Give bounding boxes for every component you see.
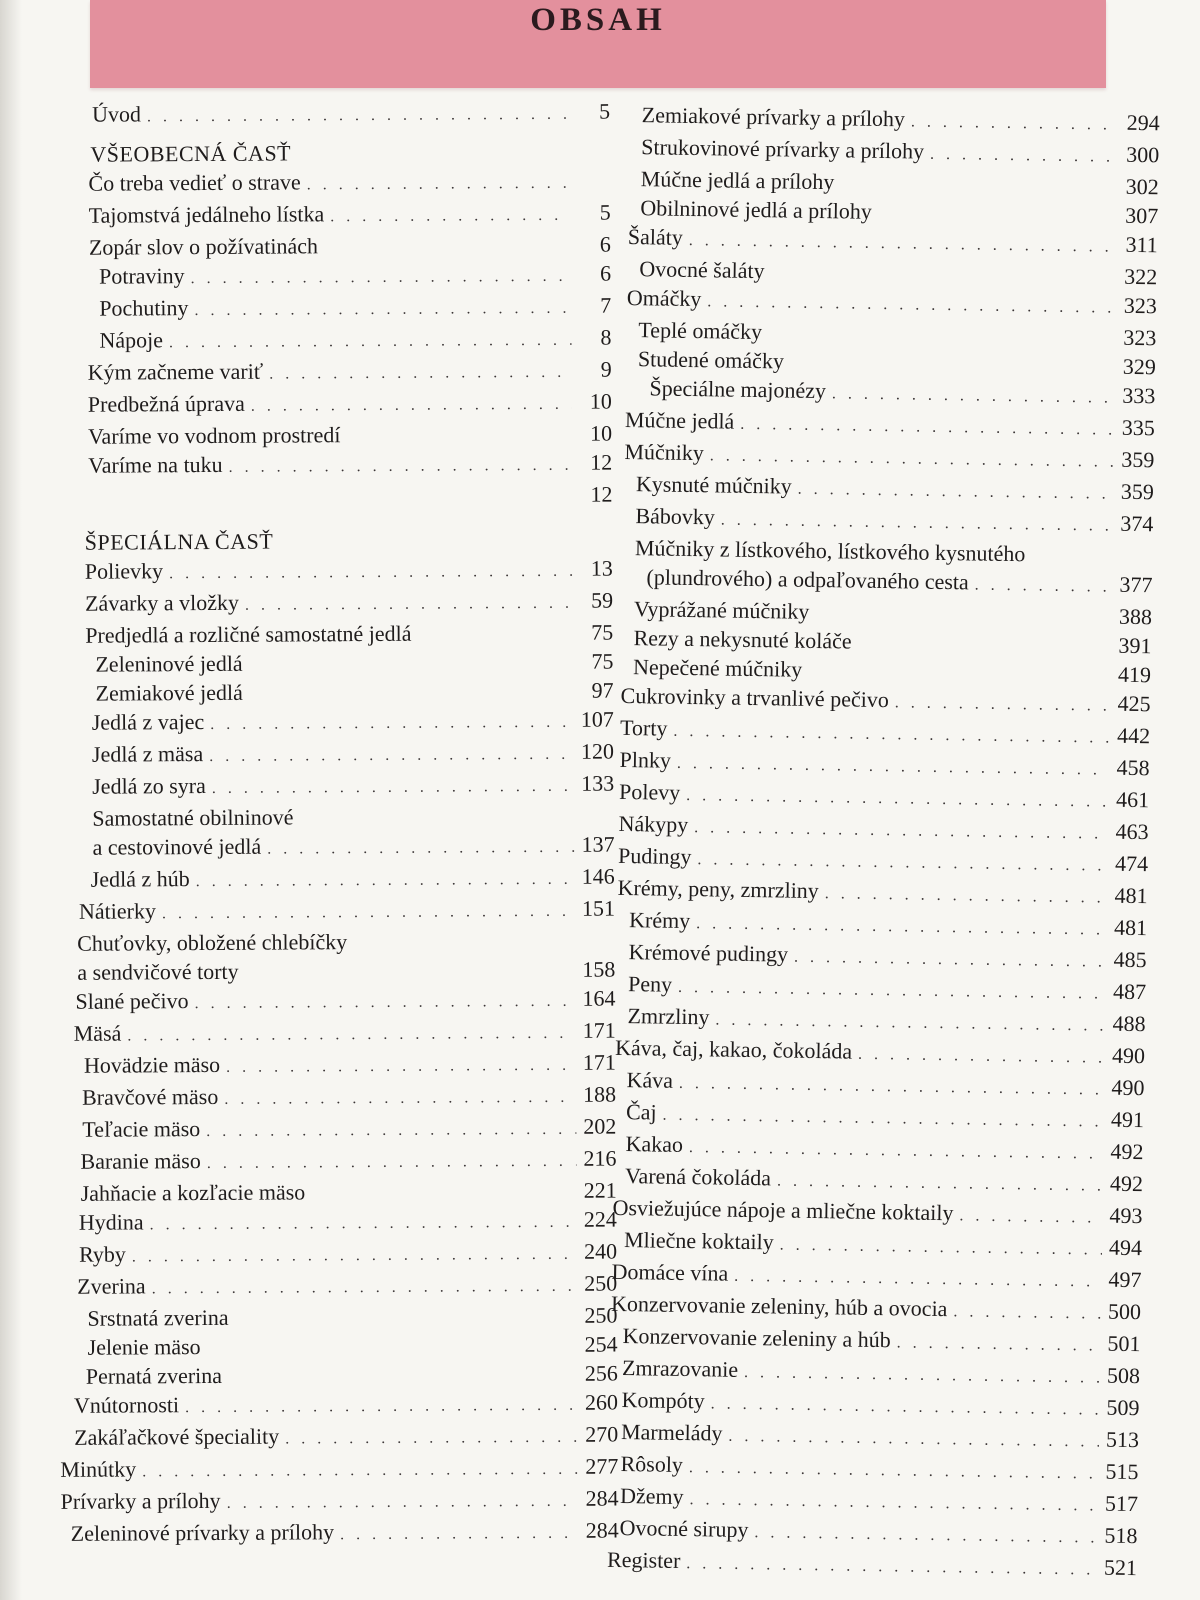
header-band xyxy=(90,0,1106,88)
dot-leader xyxy=(212,772,575,803)
toc-entry xyxy=(46,1143,616,1178)
toc-entry-page-number: 158 xyxy=(582,956,616,982)
toc-entry xyxy=(46,1016,616,1051)
toc-entry-page-number: 202 xyxy=(583,1113,617,1139)
toc-entry xyxy=(48,1329,618,1361)
dot-leader xyxy=(147,100,570,132)
toc-entry-label: Zmrazovanie xyxy=(621,1355,739,1382)
toc-entry-label: Varíme vo vodnom prostredí xyxy=(87,422,341,449)
toc-entry-page-number: 260 xyxy=(584,1389,619,1415)
toc-entry-page-number: 307 xyxy=(1125,202,1159,229)
toc-entry-label: Nákypy xyxy=(618,810,689,838)
toc-entry-label: a cestovinové jedlá xyxy=(92,833,262,860)
toc-entry-label: Múčniky xyxy=(624,438,705,466)
toc-entry-page-number: 8 xyxy=(600,324,612,350)
leader-spacer xyxy=(273,547,578,549)
dot-leader xyxy=(330,201,571,231)
page-title: OBSAH xyxy=(530,2,666,38)
toc-entry-page-number: 493 xyxy=(1109,1202,1143,1229)
toc-entry-label: Osviežujúce nápoje a mliečne koktaily xyxy=(612,1194,954,1226)
toc-entry xyxy=(40,97,610,132)
toc-entry-page-number: 254 xyxy=(584,1331,618,1357)
toc-entry-label: Chuťovky, obložené chlebíčky xyxy=(77,929,348,956)
toc-entry xyxy=(44,676,614,708)
toc-entry-label: Minútky xyxy=(60,1456,137,1482)
toc-entry-page-number: 97 xyxy=(591,677,614,703)
toc-entry xyxy=(48,1358,618,1390)
toc-entry xyxy=(46,1111,616,1146)
toc-entry xyxy=(47,1175,617,1207)
toc-entry-label: Zverina xyxy=(77,1273,146,1299)
toc-entry-label: Pudingy xyxy=(617,842,692,870)
toc-entry-label: Hovädzie mäso xyxy=(83,1051,221,1078)
toc-entry xyxy=(42,355,612,390)
toc-entry xyxy=(45,955,615,987)
toc-entry xyxy=(41,259,611,294)
toc-entry-page-number: 513 xyxy=(1105,1426,1140,1453)
toc-entry-page-number: 509 xyxy=(1106,1394,1140,1421)
toc-entry-page-number: 425 xyxy=(1117,690,1151,717)
toc-entry-label: Kým začneme variť xyxy=(87,358,264,385)
toc-entry-label: Studené omáčky xyxy=(637,346,785,374)
toc-entry-page-number: 488 xyxy=(1112,1010,1146,1037)
toc-entry-label: Múčne jedlá xyxy=(624,406,735,434)
toc-entry-page-number: 284 xyxy=(585,1485,619,1511)
leader-spacer xyxy=(201,1352,584,1354)
toc-entry-page-number: 521 xyxy=(1103,1554,1138,1581)
toc-entry xyxy=(43,647,613,679)
toc-entry-label: Strukovinové prívarky a prílohy xyxy=(641,134,925,164)
toc-entry-page-number: 137 xyxy=(581,831,615,857)
toc-entry-page-number: 322 xyxy=(1124,263,1158,290)
toc-right-column xyxy=(607,100,1160,1585)
dot-leader xyxy=(194,987,575,1018)
toc-entry xyxy=(43,618,613,650)
toc-entry xyxy=(44,830,614,865)
toc-entry-label: Predjedlá a rozličné samostatné jedlá xyxy=(85,620,412,648)
toc-entry-label: Mliečne koktaily xyxy=(623,1227,774,1255)
toc-entry-label: Šaláty xyxy=(627,223,684,250)
toc-entry xyxy=(44,769,614,804)
toc-entry-page-number: 5 xyxy=(599,199,611,225)
toc-entry-label: Krémové pudingy xyxy=(628,939,789,967)
dot-leader xyxy=(185,1391,578,1422)
toc-entry-label: Cukrovinky a trvanlivé pečivo xyxy=(620,682,890,713)
leader-spacer xyxy=(318,252,577,254)
dot-leader xyxy=(959,1201,1103,1232)
toc-entry-label: Jedlá z mäsa xyxy=(91,741,204,767)
leader-spacer xyxy=(784,368,1122,373)
toc-entry-label: Jahňacie a kozľacie mäso xyxy=(80,1179,306,1206)
toc-entry-label: Ryby xyxy=(78,1241,126,1267)
toc-entry-page-number: 6 xyxy=(599,260,612,286)
dot-leader xyxy=(152,1272,578,1304)
toc-entry xyxy=(43,554,613,589)
toc-entry xyxy=(45,894,615,929)
dot-leader xyxy=(206,1115,576,1146)
toc-entry-label: Konzervovanie zeleniny, húb a ovocia xyxy=(610,1290,948,1322)
toc-entry xyxy=(47,1268,617,1303)
toc-entry-page-number: 501 xyxy=(1107,1330,1141,1357)
dot-leader xyxy=(207,1147,577,1178)
toc-entry xyxy=(42,419,612,451)
dot-leader xyxy=(930,140,1120,172)
leader-spacer xyxy=(340,441,578,442)
toc-entry-label: Nepečené múčniky xyxy=(632,654,803,682)
toc-entry-page-number xyxy=(1119,563,1153,564)
toc-entry-label: (plundrového) a odpaľovaného cesta xyxy=(646,564,969,595)
dot-leader xyxy=(132,1240,577,1272)
dot-leader xyxy=(911,107,1120,139)
toc-entry-label: Úvod xyxy=(92,101,142,127)
toc-entry-page-number: 442 xyxy=(1116,722,1151,749)
toc-entry-label: Slané pečivo xyxy=(75,988,189,1014)
toc-entry xyxy=(45,926,615,958)
toc-entry-label: Krémy xyxy=(628,907,691,934)
toc-entry xyxy=(42,480,612,512)
dot-leader xyxy=(975,570,1113,601)
toc-entry-page-number: 151 xyxy=(581,895,616,921)
leader-spacer xyxy=(809,619,1118,624)
toc-entry-page-number: 240 xyxy=(583,1238,618,1264)
toc-entry-label: Bravčové mäso xyxy=(82,1083,219,1110)
toc-entry-page-number: 485 xyxy=(1113,946,1147,973)
leader-spacer xyxy=(293,823,580,825)
dot-leader xyxy=(269,358,572,389)
dot-leader xyxy=(142,1455,578,1487)
toc-entry-label: Nápoje xyxy=(99,327,164,353)
toc-entry-page-number: 270 xyxy=(585,1421,619,1447)
toc-entry-label: Baranie mäso xyxy=(80,1148,201,1174)
toc-entry-label: Omáčky xyxy=(626,284,702,312)
toc-entry-label: Zmrzliny xyxy=(627,1003,710,1030)
toc-entry-page-number: 277 xyxy=(585,1453,619,1479)
toc-entry-label: Samostatné obilninové xyxy=(92,804,294,831)
toc-entry-page-number: 133 xyxy=(581,770,615,796)
toc-entry-label: Zopár slov o požívatinách xyxy=(88,233,319,260)
toc-entry-page-number: 224 xyxy=(583,1206,617,1232)
toc-entry-page-number: 463 xyxy=(1115,818,1149,845)
toc-entry-label: Kakao xyxy=(625,1131,684,1157)
toc-entry-label: Prívarky a prílohy xyxy=(60,1487,221,1514)
toc-entry-label: Predbežná úprava xyxy=(87,390,245,417)
toc-entry-label: Zeleninové prívarky a prílohy xyxy=(70,1519,335,1546)
toc-entry-label: VŠEOBECNÁ ČASŤ xyxy=(90,140,292,167)
toc-entry-label: Rôsoly xyxy=(620,1451,684,1477)
toc-entry-page-number: 515 xyxy=(1105,1458,1139,1485)
dot-leader xyxy=(340,1519,579,1549)
toc-entry-page-number: 12 xyxy=(590,481,613,507)
toc-entry-label: Múčniky z lístkového, lístkového kysnutého xyxy=(634,535,1026,567)
toc-entry-page-number: 474 xyxy=(1114,850,1149,877)
toc-entry-label: Jelenie mäso xyxy=(87,1334,201,1360)
toc-entry-label: Konzervovanie zeleniny a húb xyxy=(622,1323,891,1353)
toc-entry-page-number: 359 xyxy=(1120,478,1155,505)
toc-entry-page-number: 294 xyxy=(1126,109,1160,136)
leader-spacer xyxy=(762,339,1122,345)
toc-entry-label: Register xyxy=(606,1546,681,1573)
toc-entry xyxy=(47,1300,617,1332)
toc-entry-label: a sendvičové torty xyxy=(77,958,239,985)
toc-entry-label: Mäsá xyxy=(73,1020,122,1046)
toc-entry-label: ŠPECIÁLNA ČASŤ xyxy=(84,528,274,555)
toc-entry-page-number: 481 xyxy=(1113,914,1148,941)
leader-spacer xyxy=(305,1198,582,1200)
toc-entry-page-number: 323 xyxy=(1123,324,1157,351)
toc-entry-label: Džemy xyxy=(619,1483,684,1510)
toc-entry-label: Ovocné sirupy xyxy=(619,1515,749,1543)
toc-entry xyxy=(44,801,614,833)
toc-entry xyxy=(46,1079,616,1114)
toc-entry-page-number: 250 xyxy=(584,1302,618,1328)
toc-entry-page-number: 359 xyxy=(1121,446,1155,473)
toc-entry-label: Špeciálne majonézy xyxy=(649,375,827,404)
leader-spacer xyxy=(347,948,581,949)
toc-entry-label: Jedlá zo syra xyxy=(92,773,206,799)
toc-entry-page-number: 6 xyxy=(599,231,611,257)
toc-entry xyxy=(46,1048,616,1083)
toc-entry-page-number: 59 xyxy=(590,587,614,613)
toc-entry-label: Nátierky xyxy=(78,898,157,924)
dot-leader xyxy=(127,1019,576,1051)
dot-leader xyxy=(825,879,1108,912)
toc-entry xyxy=(41,323,611,358)
leader-spacer xyxy=(851,649,1117,653)
leader-spacer xyxy=(802,677,1117,682)
toc-entry xyxy=(48,1419,618,1454)
toc-entry xyxy=(47,1204,617,1239)
toc-entry-page-number: 75 xyxy=(591,619,614,645)
toc-entry-label: Potraviny xyxy=(99,263,185,289)
leader-spacer xyxy=(412,640,580,641)
toc-entry-page-number: 333 xyxy=(1122,382,1156,409)
toc-entry-page-number: 300 xyxy=(1126,141,1160,168)
toc-entry-label: Peny xyxy=(627,971,673,997)
toc-entry-page-number: 461 xyxy=(1115,786,1150,813)
dot-leader xyxy=(896,1328,1100,1360)
dot-leader xyxy=(229,451,573,482)
toc-entry-label: Krémy, peny, zmrzliny xyxy=(617,874,820,904)
toc-entry-page-number: 490 xyxy=(1111,1042,1146,1069)
toc-entry-label: Zemiakové prívarky a prílohy xyxy=(641,102,906,132)
toc-entry xyxy=(47,1236,617,1271)
dot-leader xyxy=(194,294,571,325)
toc-entry-page-number: 377 xyxy=(1119,571,1153,598)
toc-entry-page-number: 10 xyxy=(589,388,612,414)
toc-entry-page-number: 250 xyxy=(584,1270,618,1296)
toc-entry-page-number: 188 xyxy=(583,1081,617,1107)
toc-entry-label: Teplé omáčky xyxy=(638,317,763,345)
toc-entry-label: Jedlá z vajec xyxy=(91,709,205,735)
leader-spacer xyxy=(88,502,578,505)
toc-entry-label: Rezy a nekysnuté koláče xyxy=(633,625,852,654)
toc-entry-page-number: 492 xyxy=(1110,1138,1144,1165)
leader-spacer xyxy=(764,278,1123,284)
toc-entry-label: Marmelády xyxy=(620,1419,723,1446)
toc-entry-page-number: 256 xyxy=(584,1360,618,1386)
toc-entry-label: Torty xyxy=(619,714,668,741)
leader-spacer xyxy=(243,669,580,671)
toc-entry-page-number: 146 xyxy=(581,863,615,889)
toc-entry xyxy=(45,984,615,1019)
toc-entry-page-number: 388 xyxy=(1118,603,1153,630)
toc-entry-label: Obilninové jedlá a prílohy xyxy=(640,195,873,224)
dot-leader xyxy=(251,390,572,421)
toc-entry-page-number: 492 xyxy=(1109,1170,1144,1197)
toc-entry-label: Tajomstvá jedálneho lístka xyxy=(88,201,325,228)
leader-spacer xyxy=(222,1381,584,1383)
toc-entry-page-number: 302 xyxy=(1125,173,1159,200)
toc-entry xyxy=(44,705,614,740)
dot-leader xyxy=(285,1423,578,1454)
toc-entry-page-number: 500 xyxy=(1107,1298,1142,1325)
toc-entry-label: Zeleninové jedlá xyxy=(95,650,243,677)
toc-entry-page-number: 75 xyxy=(591,648,614,674)
toc-entry-label: Domáce vína xyxy=(611,1258,729,1286)
toc-entry-page-number: 335 xyxy=(1121,414,1156,441)
toc-entry-page-number: 7 xyxy=(600,292,612,318)
toc-entry-label: Ovocné šaláty xyxy=(639,256,765,284)
toc-entry xyxy=(42,387,612,422)
toc-entry-page-number: 323 xyxy=(1123,292,1158,319)
toc-entry-label: Závarky a vložky xyxy=(84,589,240,616)
toc-entry-label: Polevy xyxy=(618,778,681,805)
toc-entry-page-number: 216 xyxy=(583,1145,617,1171)
toc-entry-label: Kompóty xyxy=(621,1387,705,1414)
toc-entry-label: Srstnatá zverina xyxy=(87,1304,229,1331)
page-gutter-shadow xyxy=(0,0,22,1600)
dot-leader xyxy=(953,1297,1101,1328)
toc-entry-label: Polievky xyxy=(84,558,164,584)
toc-entry-label: Pochutiny xyxy=(99,295,189,321)
toc-entry-page-number: 5 xyxy=(599,98,611,124)
toc-entry-page-number: 518 xyxy=(1104,1522,1138,1549)
leader-spacer xyxy=(872,219,1124,223)
toc-entry-page-number: 12 xyxy=(590,449,613,475)
dot-leader xyxy=(191,262,572,293)
toc-entry-label: Teľacie mäso xyxy=(82,1116,201,1142)
dot-leader xyxy=(162,897,575,929)
toc-entry-label: Čo treba vedieť o strave xyxy=(88,169,301,196)
dot-leader xyxy=(196,865,575,896)
leader-spacer xyxy=(239,977,582,979)
toc-entry-label: Kysnuté múčniky xyxy=(635,471,792,499)
toc-entry-page-number: 490 xyxy=(1111,1074,1145,1101)
dot-leader xyxy=(224,1083,576,1114)
toc-entry-page-number: 9 xyxy=(600,356,612,382)
toc-entry-page-number: 491 xyxy=(1110,1106,1145,1133)
toc-entry-label: Varená čokoláda xyxy=(624,1163,772,1191)
toc-entry-page-number: 171 xyxy=(582,1017,616,1043)
toc-entry xyxy=(41,198,611,233)
toc-entry-label: Múčne jedlá a prílohy xyxy=(640,166,835,195)
toc-entry xyxy=(43,586,613,621)
toc-entry-page-number: 284 xyxy=(585,1517,619,1543)
toc-entry-label: Plnky xyxy=(619,746,672,773)
dot-leader xyxy=(169,326,572,357)
toc-entry-label: Varíme na tuku xyxy=(88,451,223,478)
toc-entry-label: Vyprážané múčniky xyxy=(633,596,810,624)
toc-section-heading xyxy=(40,137,610,169)
leader-spacer xyxy=(243,698,580,700)
toc-entry-page-number: 10 xyxy=(589,420,613,446)
dot-leader xyxy=(832,379,1116,412)
toc-entry-label: Čaj xyxy=(625,1099,657,1125)
toc-entry-page-number: 107 xyxy=(580,706,614,732)
toc-entry xyxy=(45,862,615,897)
dot-leader xyxy=(307,169,571,200)
dot-leader xyxy=(686,1549,1097,1584)
toc-entry-page-number: 221 xyxy=(583,1177,617,1203)
toc-entry-label: Hydina xyxy=(78,1209,144,1235)
dot-leader xyxy=(209,740,574,771)
toc-entry-page-number: 497 xyxy=(1108,1266,1142,1293)
dot-leader xyxy=(858,1040,1105,1073)
toc-entry-label: Káva xyxy=(626,1067,674,1093)
toc-entry-page-number: 311 xyxy=(1125,231,1158,258)
toc-entry-label: Jedlá z húb xyxy=(90,866,190,892)
toc-entry xyxy=(48,1483,618,1518)
toc-entry xyxy=(48,1387,618,1422)
toc-entry-label: Zemiakové jedlá xyxy=(95,679,243,706)
dot-leader xyxy=(227,1487,579,1518)
toc-entry-label: Zakáľačkové špeciality xyxy=(74,1423,280,1450)
toc-entry-page-number: 517 xyxy=(1104,1490,1139,1517)
dot-leader xyxy=(169,557,573,588)
toc-entry xyxy=(41,291,611,326)
toc-entry-page-number: 164 xyxy=(582,985,616,1011)
toc-entry-page-number: 494 xyxy=(1108,1234,1143,1261)
toc-entry-page-number: 13 xyxy=(590,555,613,581)
toc-entry-page-number: 391 xyxy=(1118,632,1152,659)
toc-entry xyxy=(49,1515,619,1550)
dot-leader xyxy=(895,688,1111,720)
dot-leader xyxy=(267,833,575,864)
toc-entry-page-number: 487 xyxy=(1112,978,1147,1005)
leader-spacer xyxy=(229,1323,584,1325)
toc-entry xyxy=(44,737,614,772)
dot-leader xyxy=(150,1208,577,1240)
dot-leader xyxy=(226,1051,576,1082)
toc-entry xyxy=(48,1451,618,1486)
toc-entry xyxy=(40,166,610,201)
toc-entry-page-number: 120 xyxy=(580,738,615,764)
toc-entry-page-number: 419 xyxy=(1117,661,1152,688)
toc-entry-page-number: 458 xyxy=(1116,754,1150,781)
dot-leader xyxy=(245,589,573,620)
toc-entry xyxy=(42,448,612,483)
toc-entry-label: Káva, čaj, kakao, čokoláda xyxy=(614,1034,853,1064)
toc-entry-page-number: 481 xyxy=(1114,882,1148,909)
toc-entry-page-number: 171 xyxy=(582,1049,616,1075)
toc-entry-page-number: 329 xyxy=(1122,353,1157,380)
toc-entry-label: Vnútornosti xyxy=(73,1392,180,1418)
toc-left-column xyxy=(40,97,619,1551)
toc-entry-label: Bábovky xyxy=(635,503,716,530)
toc-entry-page-number: 508 xyxy=(1106,1362,1141,1389)
toc-entry-label: Pernatá zverina xyxy=(85,1362,223,1389)
toc-section-heading xyxy=(43,525,613,557)
toc-entry-page-number: 374 xyxy=(1120,510,1154,537)
leader-spacer xyxy=(291,159,576,161)
toc-entry xyxy=(41,230,611,262)
leader-spacer xyxy=(1025,561,1119,562)
leader-spacer xyxy=(834,189,1124,194)
dot-leader xyxy=(210,708,574,739)
